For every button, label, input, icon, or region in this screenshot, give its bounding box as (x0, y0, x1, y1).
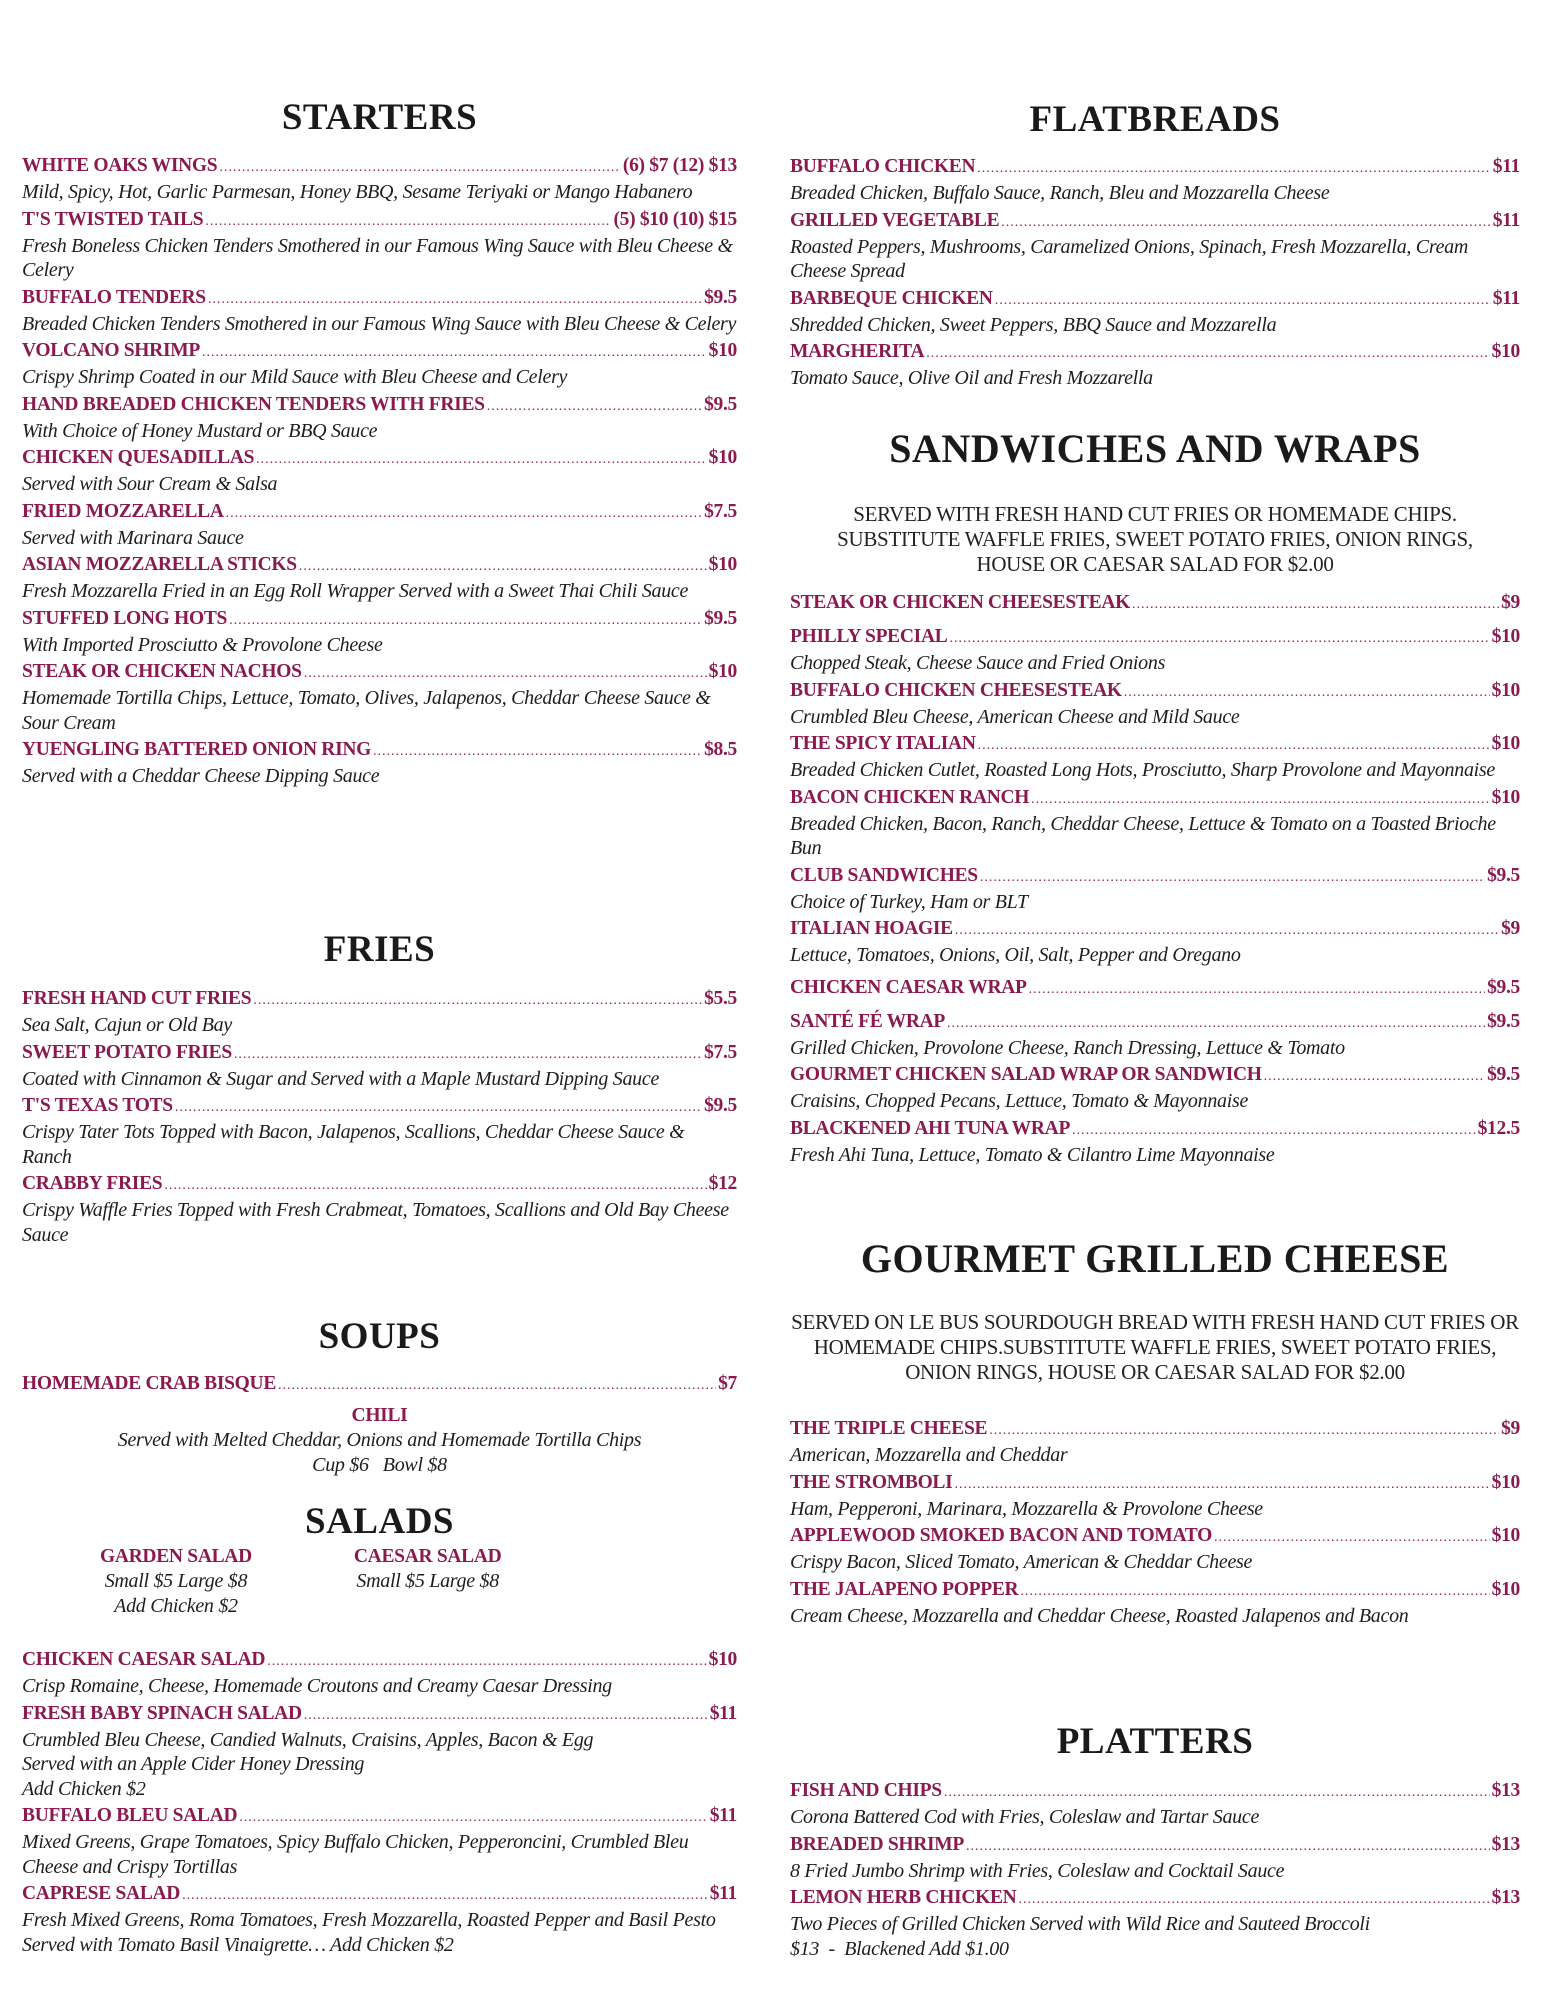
item-description: With Imported Prosciutto & Provolone Cheese (22, 633, 383, 656)
item-price: $10 (1491, 1525, 1520, 1546)
leader-dots (1029, 978, 1485, 1002)
menu-item (22, 987, 737, 1038)
item-name: YUENGLING BATTERED ONION RING (22, 739, 372, 760)
menu-item (790, 1524, 1520, 1575)
item-description: Fresh Mozzarella Fried in an Egg Roll Wrapper Served with a Sweet Thai Chili Sauce (22, 580, 689, 602)
item-price: $10 (708, 1649, 737, 1670)
leader-dots (202, 341, 707, 365)
item-price: $9.5 (704, 607, 737, 629)
leader-dots (1132, 593, 1499, 617)
menu-item (22, 286, 737, 337)
leader-dots (947, 1012, 1485, 1036)
item-description: Shredded Chicken, Sweet Peppers, BBQ Sauce and Mozzarella (790, 313, 1277, 336)
item-description: Coated with Cinnamon & Sugar and Served with a Maple Mustard Dipping Sauce (22, 1067, 660, 1090)
item-name: APPLEWOOD SMOKED BACON AND TOMATO (790, 1525, 1213, 1546)
menu-item (790, 732, 1520, 783)
caesar-salad (354, 1545, 502, 1618)
leader-dots (978, 734, 1490, 758)
leader-dots (1018, 1888, 1489, 1912)
item-name: THE TRIPLE CHEESE (790, 1418, 988, 1439)
item-price: (6) $7 (12) $13 (622, 155, 737, 176)
leader-dots (299, 555, 707, 579)
menu-item (790, 209, 1520, 284)
item-description: Sea Salt, Cajun or Old Bay (22, 1014, 232, 1036)
menu-item (22, 1372, 737, 1398)
leader-dots (304, 1704, 708, 1728)
section-title: GOURMET GRILLED CHEESE (860, 1236, 1450, 1281)
item-name: GARDEN SALAD (100, 1546, 252, 1567)
menu-item (22, 738, 737, 789)
item-description: Served with a Cheddar Cheese Dipping Sauce (22, 765, 380, 787)
item-name: FRESH HAND CUT FRIES (22, 988, 252, 1009)
chili-item (22, 1404, 737, 1477)
leader-dots (1264, 1065, 1485, 1089)
garden-salad (100, 1545, 252, 1618)
leader-dots (966, 1835, 1490, 1859)
item-description: Crumbled Bleu Cheese, American Cheese and Mild Sauce (790, 705, 1240, 728)
menu-item (790, 786, 1520, 861)
item-description: Craisins, Chopped Pecans, Lettuce, Tomato & Mayonnaise (790, 1090, 1249, 1112)
leader-dots (256, 448, 706, 472)
item-name: SWEET POTATO FRIES (22, 1041, 232, 1063)
item-name: BLACKENED AHI TUNA WRAP (790, 1117, 1071, 1139)
item-note: Add Chicken $2 (114, 1594, 238, 1617)
item-price: $11 (709, 1883, 737, 1904)
item-price: Small $5 Large $8 (104, 1570, 248, 1592)
item-price: $9 (1501, 918, 1520, 939)
item-price: $10 (1491, 786, 1520, 808)
item-price: $8.5 (704, 739, 737, 760)
section-title: SOUPS (318, 1316, 441, 1357)
leader-dots (253, 989, 702, 1013)
item-price: $10 (1491, 679, 1520, 701)
item-price: Small $5 Large $8 (356, 1570, 499, 1592)
section-sandwiches-wraps (790, 425, 1520, 1167)
leader-dots (164, 1174, 706, 1198)
menu-item (790, 1063, 1520, 1114)
leader-dots (926, 342, 1489, 366)
menu-item (790, 1471, 1520, 1522)
item-price: $9.5 (704, 286, 737, 308)
item-price: $13 (1491, 1887, 1520, 1908)
menu-item (22, 1041, 737, 1092)
item-name: HOMEMADE CRAB BISQUE (22, 1373, 277, 1394)
item-description: With Choice of Honey Mustard or BBQ Sauce (22, 419, 378, 442)
leader-dots (1020, 1580, 1489, 1604)
item-description: Cream Cheese, Mozzarella and Cheddar Cheese, Roasted Jalapenos and Bacon (790, 1604, 1409, 1627)
item-name: VOLCANO SHRIMP (22, 340, 200, 361)
section-starters (22, 96, 737, 789)
item-description: Grilled Chicken, Provolone Cheese, Ranch Dressing, Lettuce & Tomato (790, 1036, 1345, 1059)
item-name: BUFFALO CHICKEN CHEESESTEAK (790, 679, 1122, 701)
item-description: Ham, Pepperoni, Marinara, Mozzarella & Provolone Cheese (790, 1497, 1263, 1520)
item-name: BUFFALO BLEU SALAD (22, 1805, 238, 1826)
section-title: STARTERS (281, 97, 478, 138)
item-name: ASIAN MOZZARELLA STICKS (22, 554, 297, 575)
item-description: Breaded Chicken Cutlet, Roasted Long Hots, Prosciutto, Sharp Provolone and Mayonnaise (790, 759, 1495, 781)
section-soups (22, 1315, 737, 1477)
menu-item (22, 607, 737, 658)
item-description: Served with Sour Cream & Salsa (22, 473, 278, 495)
item-name: CLUB SANDWICHES (790, 864, 978, 886)
item-description: Served with Melted Cheddar, Onions and Homemade Tortilla Chips (117, 1429, 642, 1451)
item-name: CHILI (351, 1405, 408, 1426)
item-price: $9 (1501, 592, 1520, 613)
item-name: T'S TWISTED TAILS (22, 208, 204, 230)
item-description: Homemade Tortilla Chips, Lettuce, Tomato, Olives, Jalapenos, Cheddar Cheese Sauce & Sour Cream (22, 687, 711, 734)
item-name: ITALIAN HOAGIE (790, 918, 953, 939)
menu-item (22, 1172, 737, 1247)
item-description: Crisp Romaine, Cheese, Homemade Croutons and Creamy Caesar Dressing (22, 1675, 612, 1697)
item-name: STUFFED LONG HOTS (22, 607, 228, 629)
menu-item (22, 1094, 737, 1169)
leader-dots (1072, 1119, 1476, 1143)
item-price: $10 (708, 447, 737, 468)
item-name: SANTÉ FÉ WRAP (790, 1010, 946, 1032)
menu-item (790, 625, 1520, 676)
item-name: CHICKEN CAESAR WRAP (790, 976, 1027, 998)
item-name: HAND BREADED CHICKEN TENDERS WITH FRIES (22, 393, 485, 415)
item-note: Add Chicken $2 (22, 1777, 146, 1800)
leader-dots (1214, 1526, 1490, 1550)
item-description: Choice of Turkey, Ham or BLT (790, 890, 1028, 913)
leader-dots (955, 919, 1499, 943)
item-price: $7.5 (704, 500, 737, 522)
menu-item (22, 446, 737, 497)
leader-dots (954, 1473, 1489, 1497)
item-price: $10 (1491, 1578, 1520, 1600)
item-price: $7 (718, 1373, 737, 1394)
item-description: American, Mozzarella and Cheddar (790, 1444, 1068, 1466)
item-price: $10 (708, 340, 737, 361)
section-title: PLATTERS (1056, 1721, 1254, 1762)
menu-item (22, 1804, 737, 1879)
menu-item (790, 591, 1520, 617)
item-price: Cup $6 Bowl $8 (312, 1453, 447, 1476)
leader-dots (1124, 681, 1490, 705)
menu-item (22, 553, 737, 604)
menu-item (790, 1010, 1520, 1061)
leader-dots (304, 662, 707, 686)
item-description: Crispy Waffle Fries Topped with Fresh Crabmeat, Tomatoes, Scallions and Old Bay Cheese Sauce (22, 1199, 729, 1246)
item-name: T'S TEXAS TOTS (22, 1095, 173, 1116)
item-name: STEAK OR CHICKEN NACHOS (22, 661, 302, 682)
item-name: BACON CHICKEN RANCH (790, 786, 1030, 808)
item-name: THE STROMBOLI (790, 1471, 953, 1493)
item-price: $13 (1491, 1833, 1520, 1855)
item-name: WHITE OAKS WINGS (22, 155, 218, 176)
menu-item (790, 917, 1520, 968)
item-price: $7.5 (704, 1041, 737, 1063)
section-salads (22, 1500, 737, 1957)
item-price: $12.5 (1477, 1117, 1520, 1139)
section-grilled-cheese (790, 1235, 1520, 1628)
item-description: Fresh Ahi Tuna, Lettuce, Tomato & Cilantro Lime Mayonnaise (790, 1143, 1275, 1166)
menu-item (22, 1648, 737, 1699)
item-price: $12 (708, 1173, 737, 1194)
item-price: $11 (1492, 287, 1520, 309)
menu-item (790, 864, 1520, 915)
leader-dots (226, 502, 702, 526)
menu-item (790, 340, 1520, 391)
leader-dots (267, 1650, 706, 1674)
section-platters (790, 1720, 1520, 1961)
leader-dots (995, 289, 1491, 313)
item-name: MARGHERITA (790, 341, 925, 362)
item-name: THE SPICY ITALIAN (790, 733, 976, 754)
item-name: CAESAR SALAD (353, 1546, 502, 1567)
item-note: $13 - Blackened Add $1.00 (790, 1937, 1009, 1960)
item-price: $11 (709, 1702, 737, 1724)
item-name: CHICKEN QUESADILLAS (22, 447, 255, 468)
menu-item (790, 679, 1520, 730)
section-title: SALADS (305, 1501, 454, 1542)
item-description: 8 Fried Jumbo Shrimp with Fries, Coleslaw and Cocktail Sauce (790, 1859, 1285, 1882)
item-name: LEMON HERB CHICKEN (790, 1887, 1017, 1908)
leader-dots (182, 1884, 708, 1908)
item-name: BUFFALO CHICKEN (790, 156, 976, 177)
item-description: Crispy Bacon, Sliced Tomato, American & Cheddar Cheese (790, 1551, 1253, 1573)
item-price: $11 (1492, 156, 1520, 177)
item-price: $9.5 (704, 1095, 737, 1116)
item-price: $11 (709, 1805, 737, 1826)
item-name: PHILLY SPECIAL (790, 626, 948, 647)
item-description: Fresh Mixed Greens, Roma Tomatoes, Fresh Mozzarella, Roasted Pepper and Basil Pesto Served with Tomato Basil Vinaigrette… Add Chicken $2 (22, 1909, 716, 1956)
item-price: $9 (1501, 1418, 1520, 1439)
item-description: Served with an Apple Cider Honey Dressing (22, 1753, 365, 1775)
item-name: FISH AND CHIPS (790, 1780, 942, 1801)
leader-dots (239, 1806, 707, 1830)
leader-dots (234, 1043, 702, 1067)
item-price: $9.5 (1487, 864, 1520, 886)
item-price: $10 (708, 554, 737, 575)
menu-item (790, 287, 1520, 338)
item-description: Roasted Peppers, Mushrooms, Caramelized Onions, Spinach, Fresh Mozzarella, Cream Cheese Spread (790, 235, 1468, 282)
leader-dots (373, 740, 702, 764)
item-description: Crumbled Bleu Cheese, Candied Walnuts, Craisins, Apples, Bacon & Egg (22, 1728, 594, 1751)
menu-item (790, 155, 1520, 206)
leader-dots (977, 157, 1490, 181)
section-flatbreads (790, 98, 1520, 391)
item-price: $9.5 (1487, 976, 1520, 998)
menu-item (22, 393, 737, 444)
item-description: Crispy Shrimp Coated in our Mild Sauce with Bleu Cheese and Celery (22, 366, 568, 388)
item-name: BARBEQUE CHICKEN (790, 287, 993, 309)
item-description: Two Pieces of Grilled Chicken Served with Wild Rice and Sauteed Broccoli (790, 1913, 1370, 1935)
section-title: SANDWICHES AND WRAPS (889, 426, 1421, 471)
item-name: GRILLED VEGETABLE (790, 209, 1000, 231)
item-name: CRABBY FRIES (22, 1173, 163, 1194)
item-description: Lettuce, Tomatoes, Onions, Oil, Salt, Pepper and Oregano (790, 944, 1241, 966)
item-description: Served with Marinara Sauce (22, 526, 244, 549)
leader-dots (949, 627, 1489, 651)
item-price: $10 (1491, 626, 1520, 647)
section-title: FLATBREADS (1029, 99, 1281, 140)
item-name: BUFFALO TENDERS (22, 286, 206, 308)
leader-dots (205, 210, 611, 234)
menu-item (22, 1882, 737, 1957)
menu-item (790, 1417, 1520, 1468)
item-name: FRIED MOZZARELLA (22, 500, 224, 522)
item-name: BREADED SHRIMP (790, 1833, 965, 1855)
menu-item (22, 1702, 737, 1802)
item-description: Breaded Chicken Tenders Smothered in our Famous Wing Sauce with Bleu Cheese & Celery (22, 312, 737, 335)
menu-item (790, 1833, 1520, 1884)
menu-item (790, 1779, 1520, 1830)
leader-dots (980, 866, 1485, 890)
leader-dots (1031, 788, 1489, 812)
leader-dots (219, 156, 621, 180)
item-description: Mixed Greens, Grape Tomatoes, Spicy Buffalo Chicken, Pepperoncini, Crumbled Bleu Cheese and Crispy Tortillas (22, 1831, 689, 1878)
item-price: $11 (1492, 209, 1520, 231)
item-price: $10 (1491, 733, 1520, 754)
menu-item (22, 208, 737, 283)
item-description: Tomato Sauce, Olive Oil and Fresh Mozzarella (790, 367, 1153, 389)
section-note: SERVED ON LE BUS SOURDOUGH BREAD WITH FRESH HAND CUT FRIES OR HOMEMADE CHIPS.SUBSTITUTE WAFFLE FRIES, SWEET POTATO FRIES, ONION RINGS, HOUSE OR CAESAR SALAD FOR $2.00 (791, 1310, 1519, 1384)
leader-dots (1001, 211, 1490, 235)
item-name: STEAK OR CHICKEN CHEESESTEAK (790, 592, 1130, 613)
item-name: FRESH BABY SPINACH SALAD (22, 1702, 302, 1724)
item-description: Mild, Spicy, Hot, Garlic Parmesan, Honey BBQ, Sesame Teriyaki or Mango Habanero (22, 181, 693, 203)
menu-item (22, 660, 737, 735)
item-description: Breaded Chicken, Buffalo Sauce, Ranch, Bleu and Mozzarella Cheese (790, 182, 1330, 204)
item-description: Fresh Boneless Chicken Tenders Smothered in our Famous Wing Sauce with Bleu Cheese & Celery (22, 234, 733, 281)
leader-dots (944, 1781, 1490, 1805)
item-price: (5) $10 (10) $15 (613, 208, 737, 230)
leader-dots (229, 609, 702, 633)
item-price: $9.5 (1487, 1064, 1520, 1085)
item-price: $13 (1491, 1780, 1520, 1801)
menu-item (790, 1886, 1520, 1961)
menu-item (22, 154, 737, 205)
menu-item (22, 500, 737, 551)
leader-dots (175, 1096, 702, 1120)
item-name: GOURMET CHICKEN SALAD WRAP OR SANDWICH (790, 1064, 1262, 1085)
menu-item (790, 1117, 1520, 1168)
leader-dots (278, 1374, 716, 1398)
item-description: Crispy Tater Tots Topped with Bacon, Jalapenos, Scallions, Cheddar Cheese Sauce & Ranch (22, 1121, 685, 1168)
leader-dots (208, 288, 702, 312)
item-name: CAPRESE SALAD (22, 1883, 181, 1904)
salad-pair (22, 1545, 737, 1618)
item-name: CHICKEN CAESAR SALAD (22, 1649, 266, 1670)
menu-item (790, 1578, 1520, 1629)
menu-item (790, 976, 1520, 1002)
item-description: Corona Battered Cod with Fries, Coleslaw and Tartar Sauce (790, 1806, 1260, 1828)
item-price: $10 (1491, 1471, 1520, 1493)
leader-dots (487, 395, 702, 419)
section-fries (22, 928, 737, 1247)
item-price: $10 (1491, 341, 1520, 362)
section-title: FRIES (323, 929, 436, 970)
item-price: $9.5 (704, 393, 737, 415)
leader-dots (989, 1419, 1499, 1443)
section-note: SERVED WITH FRESH HAND CUT FRIES OR HOMEMADE CHIPS. SUBSTITUTE WAFFLE FRIES, SWEET POTATO FRIES, ONION RINGS, HOUSE OR CAESAR SALAD FOR $2.00 (837, 502, 1473, 576)
item-description: Chopped Steak, Cheese Sauce and Fried Onions (790, 652, 1166, 674)
item-name: THE JALAPENO POPPER (790, 1578, 1019, 1600)
item-price: $5.5 (704, 988, 737, 1009)
item-price: $9.5 (1487, 1010, 1520, 1032)
menu-item (22, 339, 737, 390)
item-price: $10 (708, 661, 737, 682)
item-description: Breaded Chicken, Bacon, Ranch, Cheddar Cheese, Lettuce & Tomato on a Toasted Brioche Bun (790, 812, 1496, 859)
